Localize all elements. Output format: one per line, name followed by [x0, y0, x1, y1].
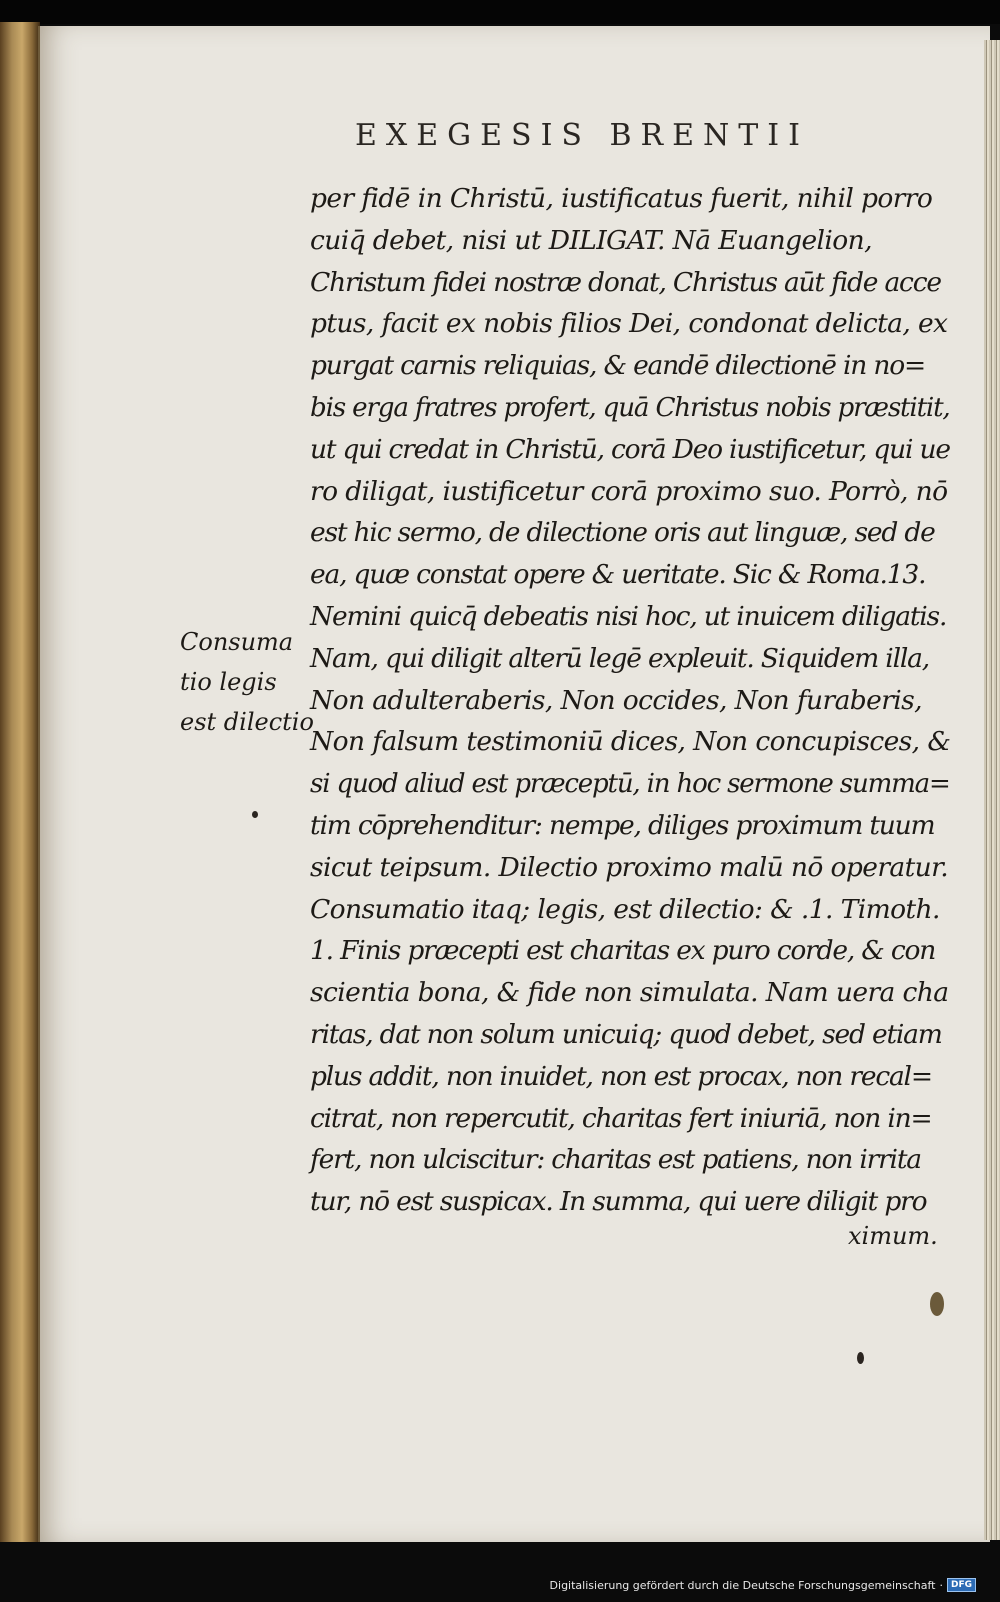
page-fore-edge: [984, 40, 1000, 1540]
text-line: scientia bona, & fide non simulata. Nam uera cha: [310, 977, 949, 1009]
marginal-note-line: est dilectio: [180, 708, 314, 736]
text-line: Nemini quicq̄ debeatis nisi hoc, ut inuicem diligatis.: [310, 600, 947, 632]
text-line: Non adulteraberis, Non occides, Non furaberis,: [310, 684, 922, 716]
credit-separator: ·: [939, 1578, 943, 1592]
text-line: si quod aliud est præceptū, in hoc sermone summa=: [310, 768, 950, 800]
text-line: 1. Finis præcepti est charitas ex puro corde, & con: [310, 935, 936, 967]
text-line: plus addit, non inuidet, non est procax, non recal=: [310, 1060, 932, 1092]
digitization-credit: [550, 1578, 976, 1592]
text-line: sicut teipsum. Dilectio proximo malū nō operatur.: [310, 851, 949, 883]
text-line: ut qui credat in Christū, corā Deo iustificetur, qui ue: [310, 433, 950, 465]
text-line: tim cōprehenditur: nempe, diliges proximum tuum: [310, 809, 935, 841]
book-spine: [0, 22, 40, 1542]
credit-text: Digitalisierung gefördert durch die Deutsche Forschungsgemeinschaft: [549, 1578, 936, 1592]
footer-bar: [0, 1542, 1000, 1602]
text-line: ptus, facit ex nobis filios Dei, condonat delicta, ex: [310, 308, 948, 340]
catchword: ximum.: [848, 1222, 938, 1250]
text-line: Consumatio itaq; legis, est dilectio: & .1. Timoth.: [310, 893, 940, 925]
text-line: ritas, dat non solum unicuiq; quod debet, sed etiam: [310, 1018, 942, 1050]
marginal-note-line: tio legis: [180, 668, 277, 696]
body-text: [310, 178, 950, 1223]
text-line: per fidē in Christū, iustificatus fuerit, nihil porro: [310, 183, 933, 214]
marginal-note-line: Consuma: [180, 628, 294, 656]
text-line: est hic sermo, de dilectione oris aut linguæ, sed de: [310, 517, 935, 549]
text-line: bis erga fratres profert, quā Christus nobis præstitit,: [310, 391, 950, 423]
text-line: Non falsum testimoniū dices, Non concupisces, &: [310, 726, 951, 758]
marginal-note: [180, 622, 314, 742]
text-line: citrat, non repercutit, charitas fert iniuriā, non in=: [310, 1102, 932, 1134]
ink-speck: [930, 1292, 944, 1316]
text-line: ea, quæ constat opere & ueritate. Sic & Roma.13.: [310, 559, 926, 591]
running-head: EXEGESIS BRENTII: [355, 118, 810, 153]
text-line: Nam, qui diligit alterū legē expleuit. Siquidem illa,: [310, 642, 929, 674]
text-line: Christum fidei nostræ donat, Christus aūt fide acce: [310, 266, 941, 298]
ink-speck: [857, 1352, 864, 1364]
text-line: purgat carnis reliquias, & eandē dilectionē in no=: [310, 350, 925, 382]
text-line: ro diligat, iustificetur corā proximo suo. Porrò, nō: [310, 475, 948, 507]
text-line: cuiq̄ debet, nisi ut DILIGAT. Nā Euangelion,: [310, 224, 872, 256]
text-line: fert, non ulciscitur: charitas est patiens, non irrita: [310, 1144, 921, 1176]
ink-speck: [252, 811, 258, 818]
dfg-logo-icon: DFG: [947, 1578, 976, 1592]
text-line: tur, nō est suspicax. In summa, qui uere diligit pro: [310, 1186, 927, 1218]
top-border: [0, 0, 1000, 24]
